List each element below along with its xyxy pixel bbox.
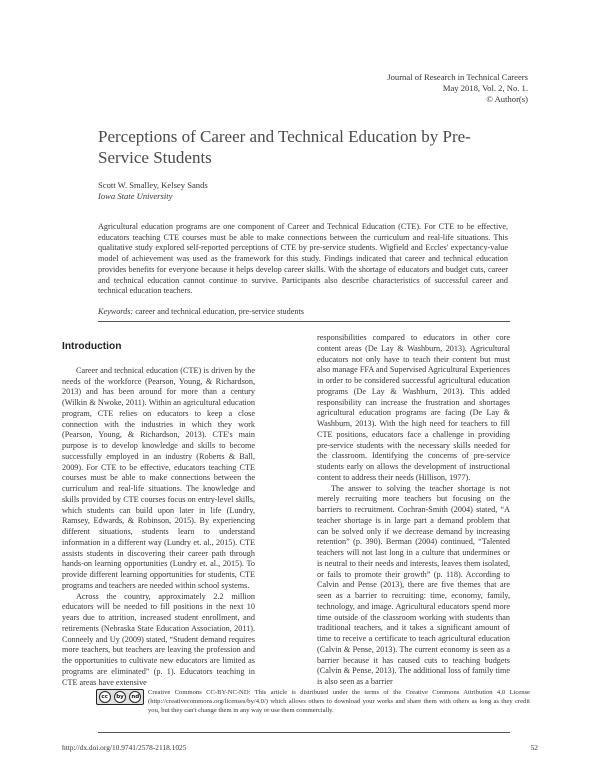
- section-heading-introduction: Introduction: [62, 341, 122, 352]
- author-names: Scott W. Smalley, Kelsey Sands: [98, 180, 208, 190]
- body-paragraph: The answer to solving the teacher shortage is not merely recruiting more teachers but focusing on the barriers to recruitment. Cochran-Smith (2004) stated, “A teacher shortage is in large part a demand problem that can be solved only if we decrease demand by increasing retention” (p. 390). Berman (2004) continued, “Talented teachers will not last long in a culture that undermines or is neutral to their needs and interests, leaves them isolated, or fails to promote their growth” (p. 118). According to Calvin and Pense (2013), there are five themes that are seen as a barrier to recruiting: time, economy, family, technology, and image. Agricultural educators spend more time outside of the classroom working with students than traditional teachers, and it takes a significant amount of time to receive a certificate to teach agricultural education (Calvin & Pense, 2013). The current economy is seen as a barrier because it has caused cuts to teaching budgets (Calvin & Pense, 2013). The additional loss of family time is also seen as a barrier: [317, 483, 510, 686]
- body-paragraph: Across the country, approximately 2.2 million educators will be needed to fill positions in the next 10 years due to attrition, increased student enrollment, and retirements (Nebraska State Education Association, 2011). Conneely and Uy (2009) stated, “Student demand requires more teachers, but teachers are leaving the profession and the opportunities to cultivate new educators are limited as programs are eliminated” (p. 1). Educators teaching in CTE areas have extensive: [62, 591, 255, 687]
- journal-copyright: © Author(s): [486, 94, 528, 104]
- body-column-right: [317, 333, 510, 688]
- keywords: [98, 307, 304, 318]
- keywords-text: career and technical education, pre-service students: [135, 307, 304, 316]
- body-paragraph: responsibilities compared to educators in other core content areas (De Lay & Washburn, 2013). Agricultural educators not only have to teach their content but must also manage FFA and Supervised Agricultural Experiences in order to be considered successful agricultural education programs (De Lay & Washburn, 2013). This added responsibility can increase the frustration and shortages agricultural education programs are facing (De Lay & Washburn, 2013). With the high need for teachers to fill CTE positions, educators face a challenge in providing pre-service students with the necessary skills needed for the classroom. Identifying the concerns of pre-service students early on allows the development of instructional content to address their needs (Hillison, 1977).: [317, 333, 510, 482]
- attribution-icon: by: [114, 691, 126, 703]
- page-number: 52: [530, 743, 538, 752]
- body-column-left: [62, 342, 255, 688]
- keywords-label: Keywords:: [98, 307, 134, 316]
- journal-name: Journal of Research in Technical Careers: [387, 72, 528, 82]
- body-paragraph: Career and technical education (CTE) is driven by the needs of the workforce (Pearson, Young, & Richardson, 2013) and has been around for more than a century (Wilkin & Nwoke, 2011). Within an agricultural education program, CTE relies on educators to keep a close connection with the industries in which they work (Pearson, Young, & Richardson, 2013). CTE's main purpose is to develop knowledge and skills to become successfully employed in an industry (Roberts & Ball, 2009). For CTE to be effective, educators teaching CTE courses must be able to make connections between the curriculum and real-life situations. The knowledge and skills provided by CTE courses focus on entry-level skills, which students can build upon later in life (Lundry, Ramsey, Edwards, & Robinson, 2015). By experiencing different situations, students learn to understand information in a different way (Lundry et. al., 2015). CTE assists students in discovering their career path through hands-on learning opportunities (Lundry et. al., 2015). To provide different learning opportunities for students, CTE programs and teachers are needed within school systems.: [62, 365, 255, 590]
- license-text: Creative Commons CC-BY-NC-ND: This article is distributed under the terms of the Creative Commons Attribution 4.0 License (http://creativecommons.org/licenses/by/4.0/) which allows others to download your works and share them with others as long as they credit you, but they can't change them in any way or use them commercially.: [148, 689, 530, 714]
- cc-icon: cc: [99, 691, 111, 703]
- footer-divider: [98, 732, 510, 733]
- creative-commons-license-icon: [96, 689, 144, 705]
- doi-link[interactable]: http://dx.doi.org/10.9741/2578-2118.1025: [62, 743, 187, 752]
- header-divider: [98, 321, 510, 322]
- paper-title: Perceptions of Career and Technical Education by Pre-Service Students: [98, 127, 471, 167]
- author-affiliation: Iowa State University: [98, 191, 173, 201]
- journal-header: [387, 72, 528, 105]
- author-block: [98, 180, 208, 202]
- abstract: Agricultural education programs are one component of Career and Technical Education (CTE). For CTE to be effective, educators teaching CTE courses must be able to make connections between the curriculum and real-life situations. This qualitative study explored self-reported perceptions of CTE by pre-service students. Wigfield and Eccles' expectancy-value model of achievement was used as the framework for this study. Findings indicated that career and technical education provides benefits for everyone because it helps develop career skills. With the shortage of educators and budget cuts, career and technical education cannot continue to survive. Participants also describe characteristics of successful career and technical education teachers.: [98, 222, 508, 296]
- journal-issue: May 2018, Vol. 2, No. 1.: [442, 83, 528, 93]
- no-derivatives-icon: nd: [129, 691, 141, 703]
